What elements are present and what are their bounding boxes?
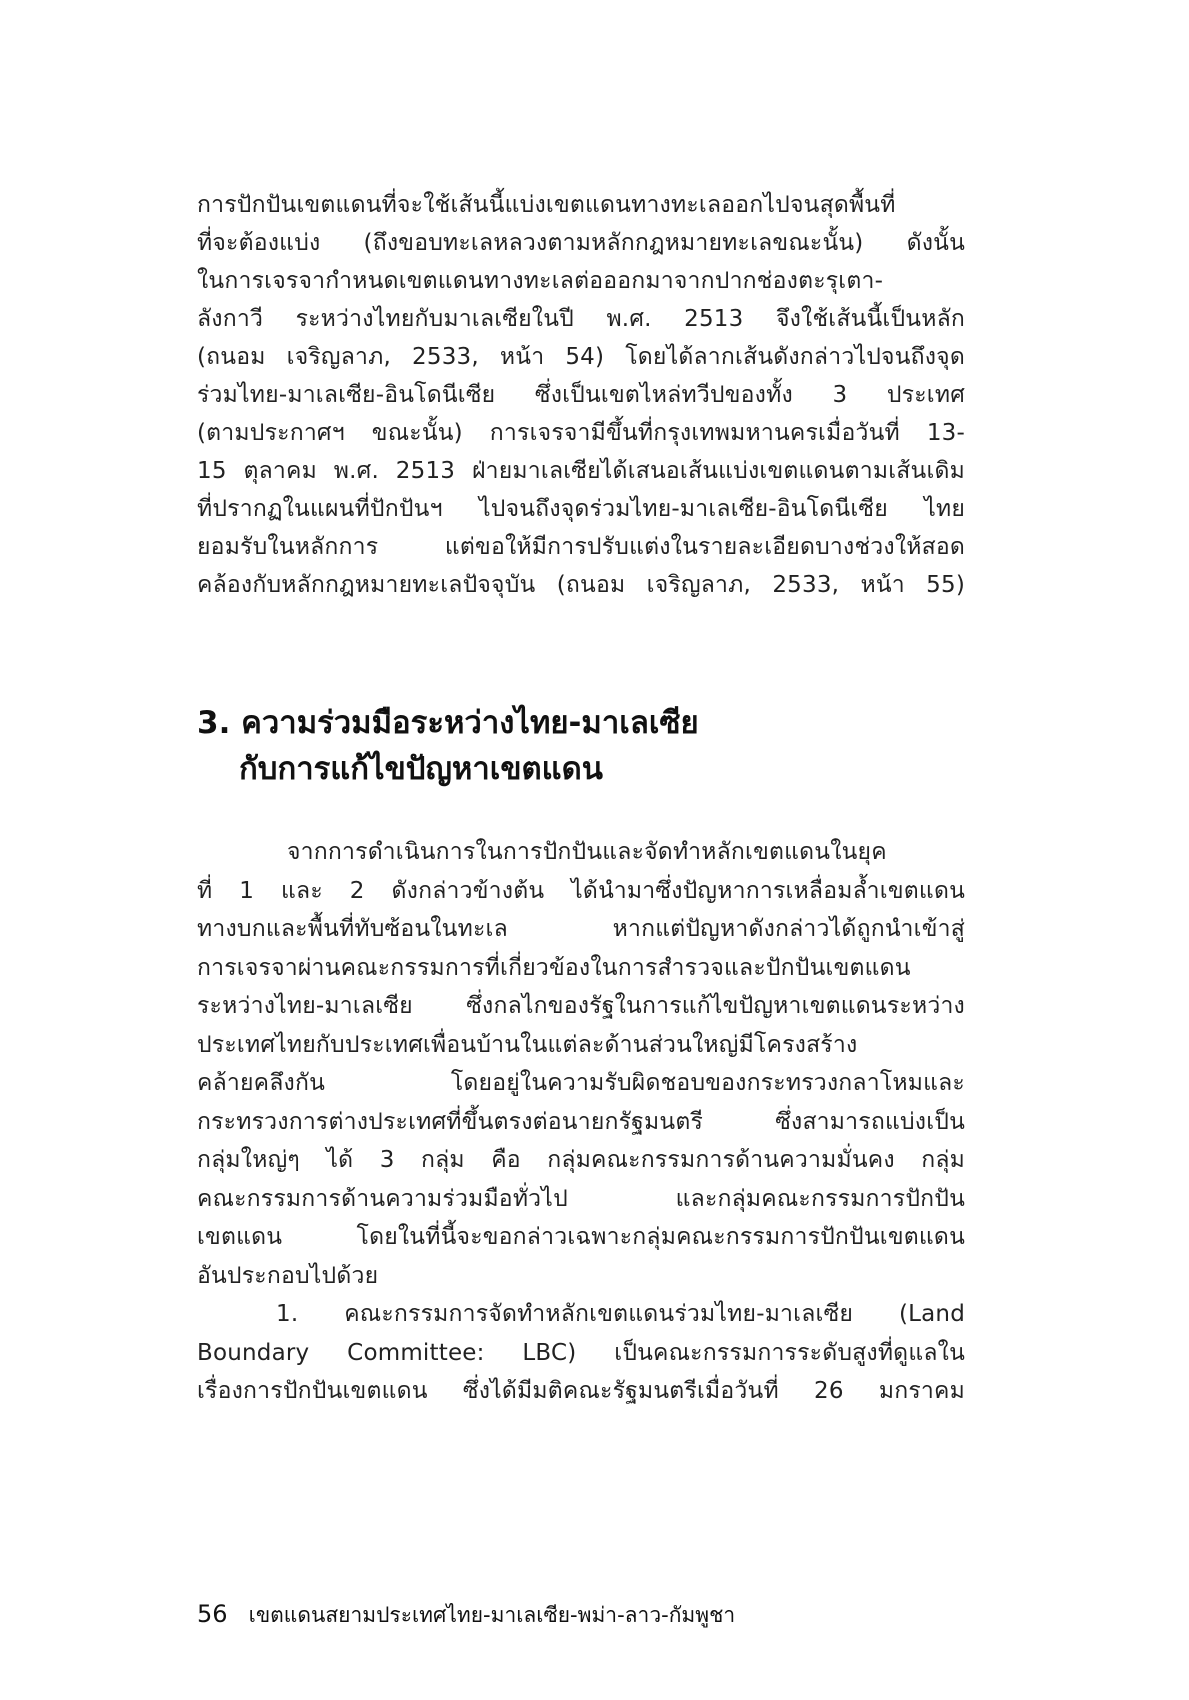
- section-heading-line-2: กับการแก้ไขปัญหาเขตแดน: [239, 751, 603, 787]
- paragraph-line: การเจรจาผ่านคณะกรรมการที่เกี่ยวข้องในการสำรวจและปักปันเขตแดน: [197, 954, 911, 981]
- paragraph-line: อันประกอบไปด้วย: [197, 1262, 379, 1289]
- paragraph-line: ร่วมไทย-มาเลเซีย-อินโดนีเซีย ซึ่งเป็นเขตไหล่ทวีปของทั้ง 3 ประเทศ: [197, 382, 965, 408]
- paragraph-line: ที่จะต้องแบ่ง (ถึงขอบทะเลหลวงตามหลักกฎหมายทะเลขณะนั้น) ดังนั้น: [197, 230, 965, 256]
- paragraph-line: ยอมรับในหลักการ แต่ขอให้มีการปรับแต่งในรายละเอียดบางช่วงให้สอด: [197, 534, 965, 560]
- paragraph-line: เขตแดน โดยในที่นี้จะขอกล่าวเฉพาะกลุ่มคณะกรรมการปักปันเขตแดน: [197, 1224, 965, 1250]
- page-footer: [197, 1594, 977, 1634]
- page-number: 56: [197, 1600, 228, 1628]
- running-title: เขตแดนสยามประเทศไทย-มาเลเซีย-พม่า-ลาว-กัมพูชา: [248, 1603, 736, 1627]
- paragraph-line: กลุ่มใหญ่ๆ ได้ 3 กลุ่ม คือ กลุ่มคณะกรรมการด้านความมั่นคง กลุ่ม: [197, 1147, 965, 1173]
- paragraph-line: จากการดำเนินการในการปักปันและจัดทำหลักเขตแดนในยุค: [287, 839, 887, 865]
- paragraph-line: (ตามประกาศฯ ขณะนั้น) การเจรจามีขึ้นที่กรุงเทพมหานครเมื่อวันที่ 13-: [197, 420, 965, 446]
- paragraph-line: ที่ปรากฏในแผนที่ปักปันฯ ไปจนถึงจุดร่วมไทย-มาเลเซีย-อินโดนีเซีย ไทย: [197, 496, 965, 522]
- paragraph-line: ลังกาวี ระหว่างไทยกับมาเลเซียในปี พ.ศ. 2513 จึงใช้เส้นนี้เป็นหลัก: [197, 306, 965, 332]
- paragraph-line: การปักปันเขตแดนที่จะใช้เส้นนี้แบ่งเขตแดนทางทะเลออกไปจนสุดพื้นที่: [197, 192, 896, 218]
- paragraph-line: คล้ายคลึงกัน โดยอยู่ในความรับผิดชอบของกระทรวงกลาโหมและ: [197, 1070, 965, 1096]
- paragraph-line: (ถนอม เจริญลาภ, 2533, หน้า 54) โดยได้ลากเส้นดังกล่าวไปจนถึงจุด: [197, 344, 965, 370]
- list-item-line: 1. คณะกรรมการจัดทำหลักเขตแดนร่วมไทย-มาเลเซีย (Land: [276, 1301, 965, 1327]
- paragraph-line: ที่ 1 และ 2 ดังกล่าวข้างต้น ได้นำมาซึ่งปัญหาการเหลื่อมล้ำเขตแดน: [197, 877, 965, 904]
- paragraph-line: คล้องกับหลักกฎหมายทะเลปัจจุบัน (ถนอม เจริญลาภ, 2533, หน้า 55): [197, 572, 965, 598]
- section-heading: [197, 700, 977, 792]
- section-heading-line-1: 3. ความร่วมมือระหว่างไทย-มาเลเซีย: [197, 705, 699, 741]
- paragraph-line: ระหว่างไทย-มาเลเซีย ซึ่งกลไกของรัฐในการแก้ไขปัญหาเขตแดนระหว่าง: [197, 993, 965, 1019]
- paragraph-line: คณะกรรมการด้านความร่วมมือทั่วไป และกลุ่มคณะกรรมการปักปัน: [197, 1185, 965, 1212]
- paragraph-line: ประเทศไทยกับประเทศเพื่อนบ้านในแต่ละด้านส่วนใหญ่มีโครงสร้าง: [197, 1031, 858, 1058]
- list-item-line: เรื่องการปักปันเขตแดน ซึ่งได้มีมติคณะรัฐมนตรีเมื่อวันที่ 26 มกราคม: [197, 1378, 965, 1404]
- paragraph-line: ทางบกและพื้นที่ทับซ้อนในทะเล หากแต่ปัญหาดังกล่าวได้ถูกนำเข้าสู่: [197, 916, 965, 942]
- paragraph-continuation: [197, 186, 965, 604]
- paragraph-line: กระทรวงการต่างประเทศที่ขึ้นตรงต่อนายกรัฐมนตรี ซึ่งสามารถแบ่งเป็น: [197, 1108, 965, 1135]
- paragraph-line: ในการเจรจากำหนดเขตแดนทางทะเลต่อออกมาจากปากช่องตะรุเตา-: [197, 268, 884, 294]
- list-item-line: Boundary Committee: LBC) เป็นคณะกรรมการระดับสูงที่ดูแลใน: [197, 1339, 965, 1366]
- paragraph-line: 15 ตุลาคม พ.ศ. 2513 ฝ่ายมาเลเซียได้เสนอเส้นแบ่งเขตแดนตามเส้นเดิม: [197, 458, 965, 484]
- section-body: [197, 833, 965, 1411]
